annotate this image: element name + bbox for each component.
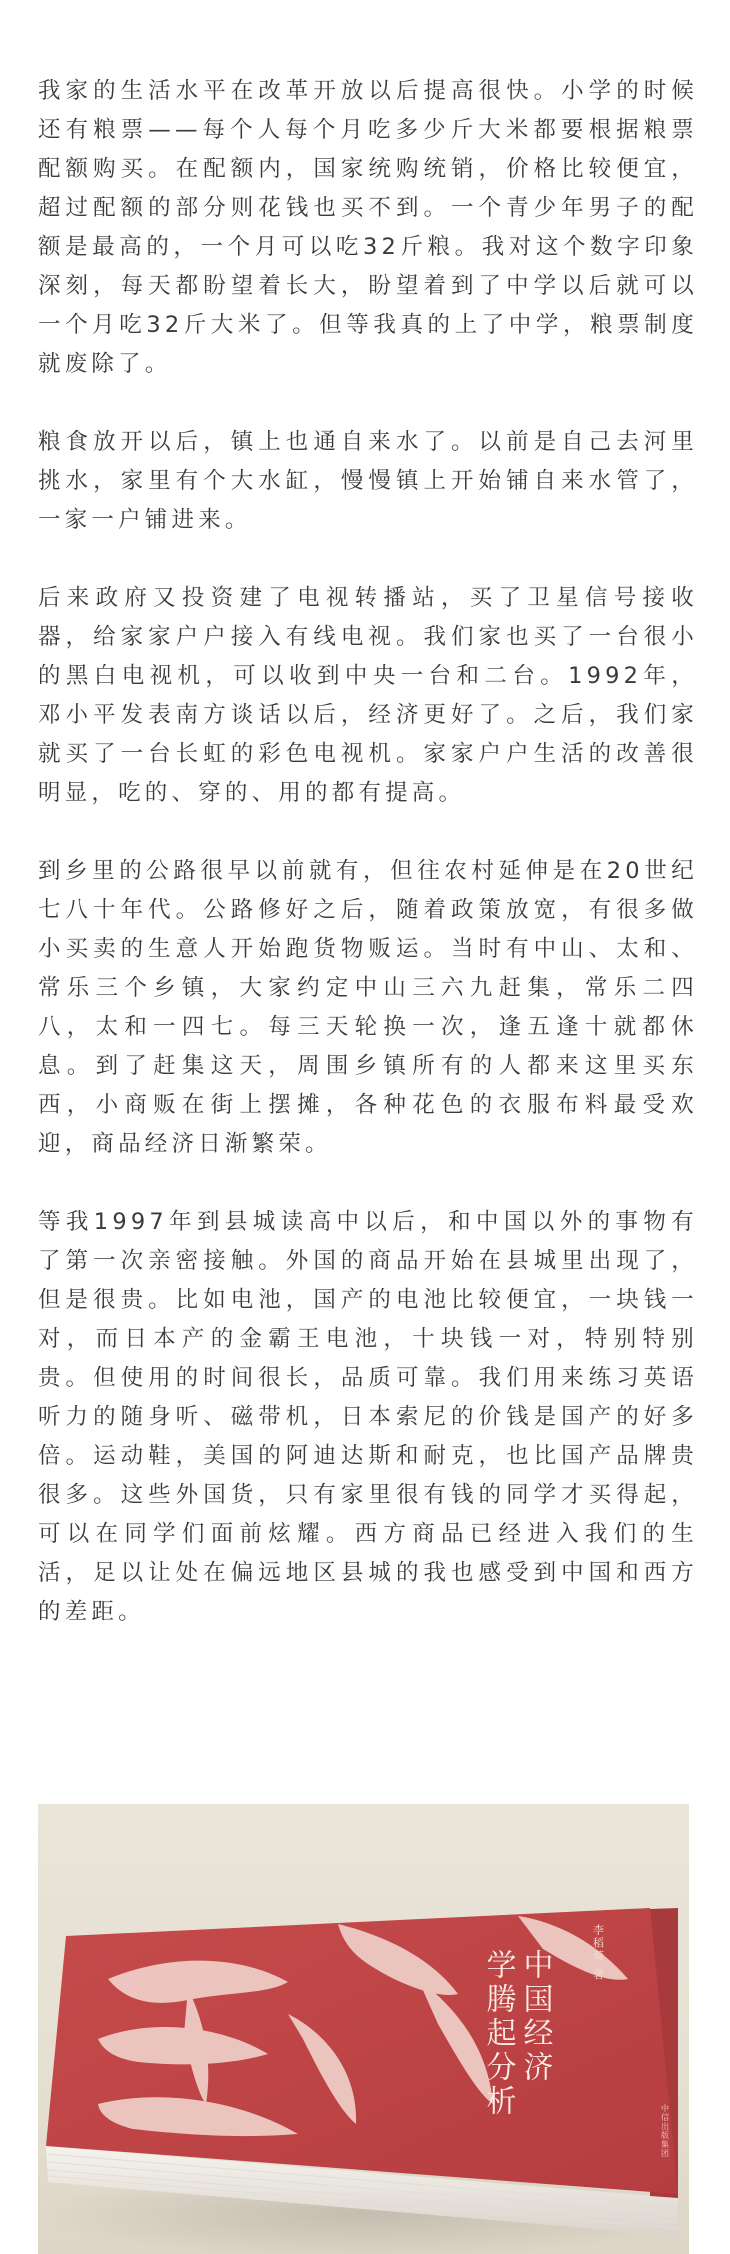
paragraph-2: 粮食放开以后，镇上也通自来水了。以前是自己去河里挑水，家里有个大水缸，慢慢镇上开始铺自来水管了，一家一户铺进来。	[38, 429, 698, 533]
cover-author: 李稻葵 著	[591, 1924, 605, 1982]
paragraph-3: 后来政府又投资建了电视转播站，买了卫星信号接收器，给家家户户接入有线电视。我们家也买了一台很小的黑白电视机，可以收到中央一台和二台。1992年，邓小平发表南方谈话以后，经济更好了。之后，我们家就买了一台长虹的彩色电视机。家家户户生活的改善很明显，吃的、穿的、用的都有提高。	[38, 585, 698, 806]
paragraph-5: 等我1997年到县城读高中以后，和中国以外的事物有了第一次亲密接触。外国的商品开始在县城里出现了，但是很贵。比如电池，国产的电池比较便宜，一块钱一对，而日本产的金霸王电池，十块钱一对，特别特别贵。但使用的时间很长，品质可靠。我们用来练习英语听力的随身听、磁带机，日本索尼的价钱是国产的好多倍。运动鞋，美国的阿迪达斯和耐克，也比国产品牌贵很多。这些外国货，只有家里很有钱的同学才买得起，可以在同学们面前炫耀。西方商品已经进入我们的生活，足以让处在偏远地区县城的我也感受到中国和西方的差距。	[38, 1209, 698, 1625]
paragraph-4: 到乡里的公路很早以前就有，但往农村延伸是在20世纪七八十年代。公路修好之后，随着政策放宽，有很多做小买卖的生意人开始跑货物贩运。当时有中山、太和、常乐三个乡镇，大家约定中山三六九赶集，常乐二四八，太和一四七。每三天轮换一次，逢五逢十就都休息。到了赶集这天，周围乡镇所有的人都来这里买东西，小商贩在街上摆摊，各种花色的衣服布料最受欢迎，商品经济日渐繁荣。	[38, 858, 698, 1157]
article-body	[38, 72, 698, 1671]
background-haze	[38, 1804, 689, 1864]
book-photo	[38, 1804, 689, 2254]
book-illustration	[38, 1804, 689, 2254]
cover-title-col2: 学腾起分析	[480, 1949, 516, 2119]
cover-title-col1: 中国经济	[517, 1949, 553, 2085]
spine-publisher: 中信出版集团	[660, 2104, 670, 2158]
paragraph-1: 我家的生活水平在改革开放以后提高很快。小学的时候还有粮票——每个人每个月吃多少斤大米都要根据粮票配额购买。在配额内，国家统购统销，价格比较便宜，超过配额的部分则花钱也买不到。一个青少年男子的配额是最高的，一个月可以吃32斤粮。我对这个数字印象深刻，每天都盼望着长大，盼望着到了中学以后就可以一个月吃32斤大米了。但等我真的上了中学，粮票制度就废除了。	[38, 78, 698, 377]
